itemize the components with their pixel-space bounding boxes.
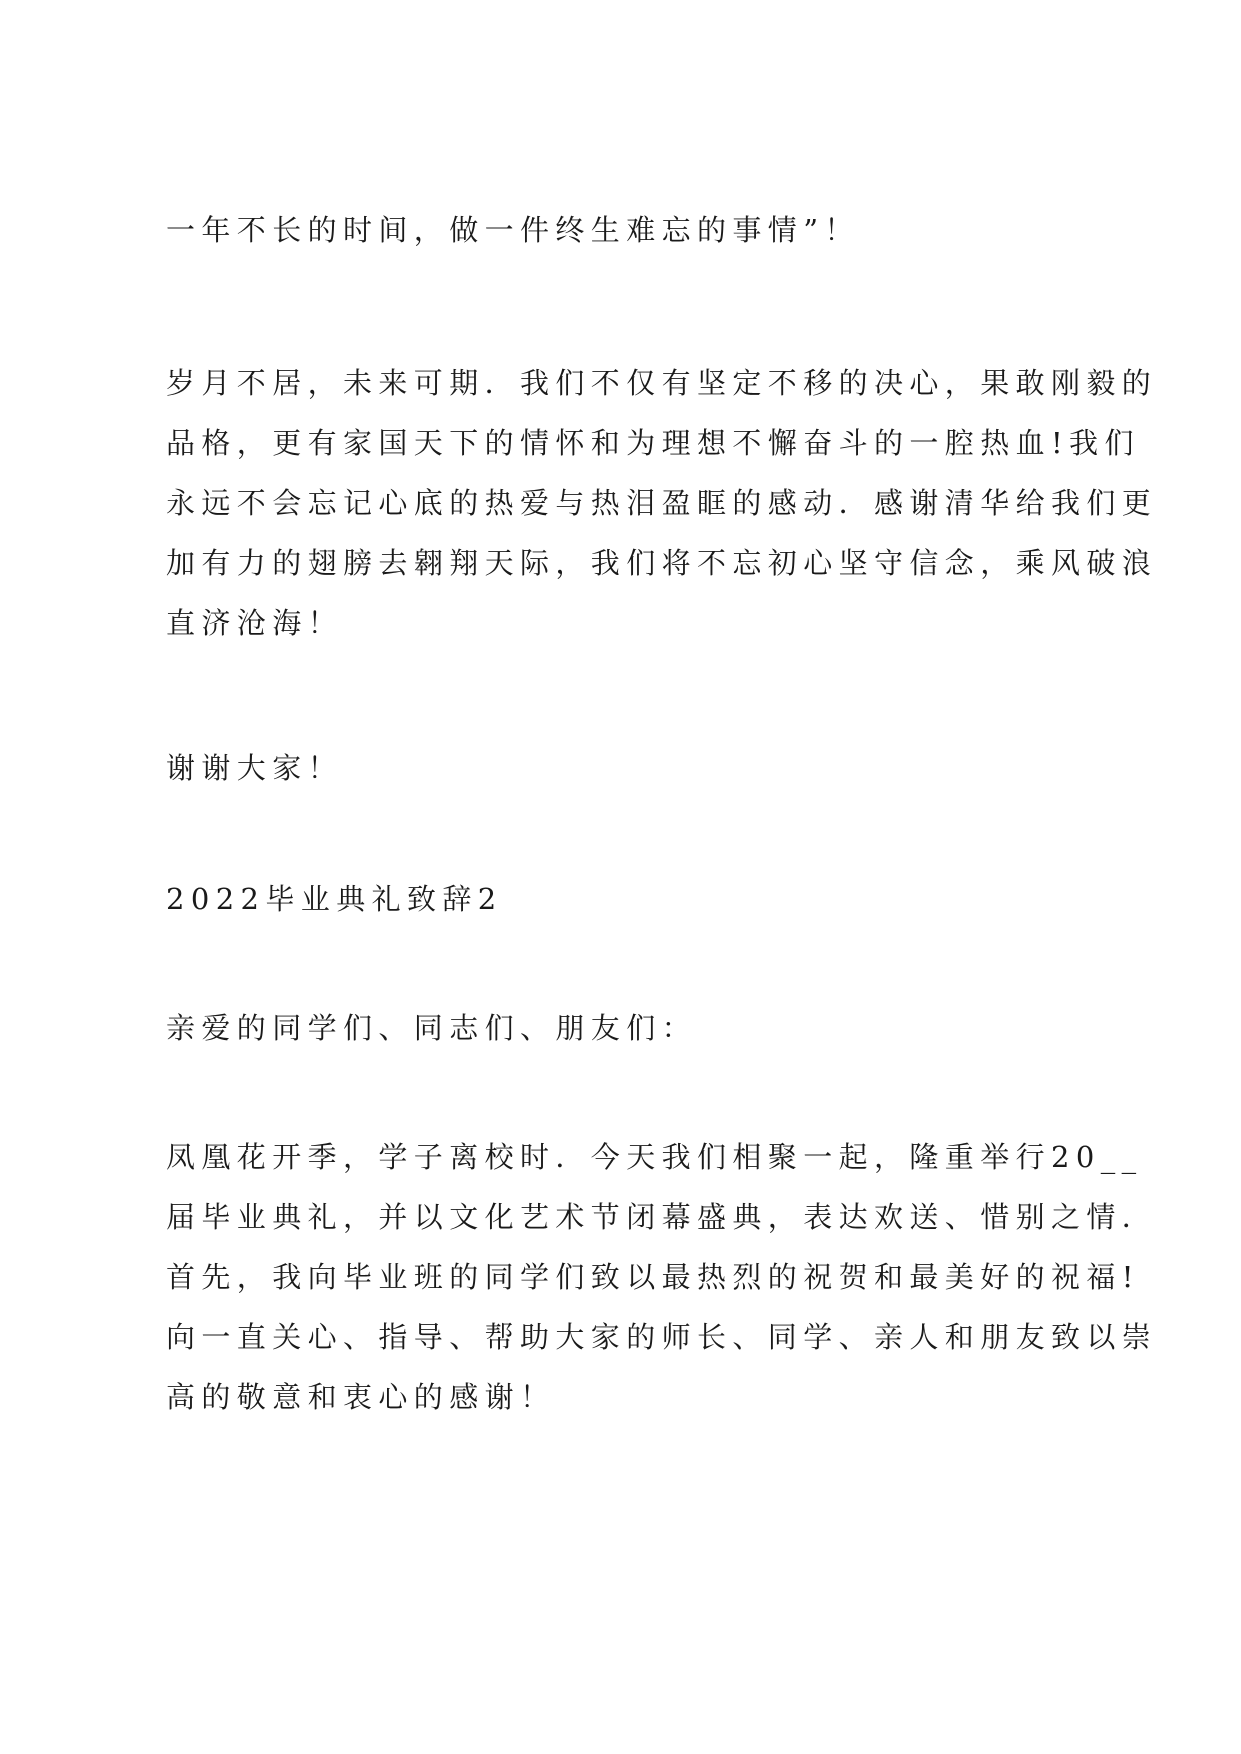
text-line: 届毕业典礼，并以文化艺术节闭幕盛典，表达欢送、惜别之情． — [166, 1200, 1158, 1234]
text-line: 一年不长的时间，做一件终生难忘的事情”！ — [166, 213, 860, 247]
paragraph-3 — [166, 738, 1100, 798]
text-line: 谢谢大家！ — [166, 751, 344, 785]
text-line: 岁月不居，未来可期．我们不仅有坚定不移的决心，果敢刚毅的 — [166, 366, 1158, 400]
text-line: 高的敬意和衷心的感谢！ — [166, 1380, 556, 1414]
text-line: 品格，更有家国天下的情怀和为理想不懈奋斗的一腔热血!我们 — [166, 426, 1140, 460]
text-line: 亲爱的同学们、同志们、朋友们： — [166, 1011, 698, 1045]
text-line: 永远不会忘记心底的热爱与热泪盈眶的感动．感谢清华给我们更 — [166, 486, 1158, 520]
text-line: 加有力的翅膀去翱翔天际，我们将不忘初心坚守信念，乘风破浪 — [166, 546, 1158, 580]
text-line: 直济沧海！ — [166, 606, 344, 640]
paragraph-5 — [166, 1127, 1158, 1427]
heading-text: 2022毕业典礼致辞2 — [166, 882, 503, 916]
text-line: 向一直关心、指导、帮助大家的师长、同学、亲人和朋友致以崇 — [166, 1320, 1158, 1354]
text-line: 首先，我向毕业班的同学们致以最热烈的祝贺和最美好的祝福! — [166, 1260, 1140, 1294]
section-heading — [166, 869, 1100, 929]
text-line: 凤凰花开季，学子离校时．今天我们相聚一起，隆重举行20__ — [166, 1140, 1143, 1174]
paragraph-1 — [166, 200, 1100, 260]
paragraph-2 — [166, 353, 1158, 653]
paragraph-4 — [166, 998, 1100, 1058]
